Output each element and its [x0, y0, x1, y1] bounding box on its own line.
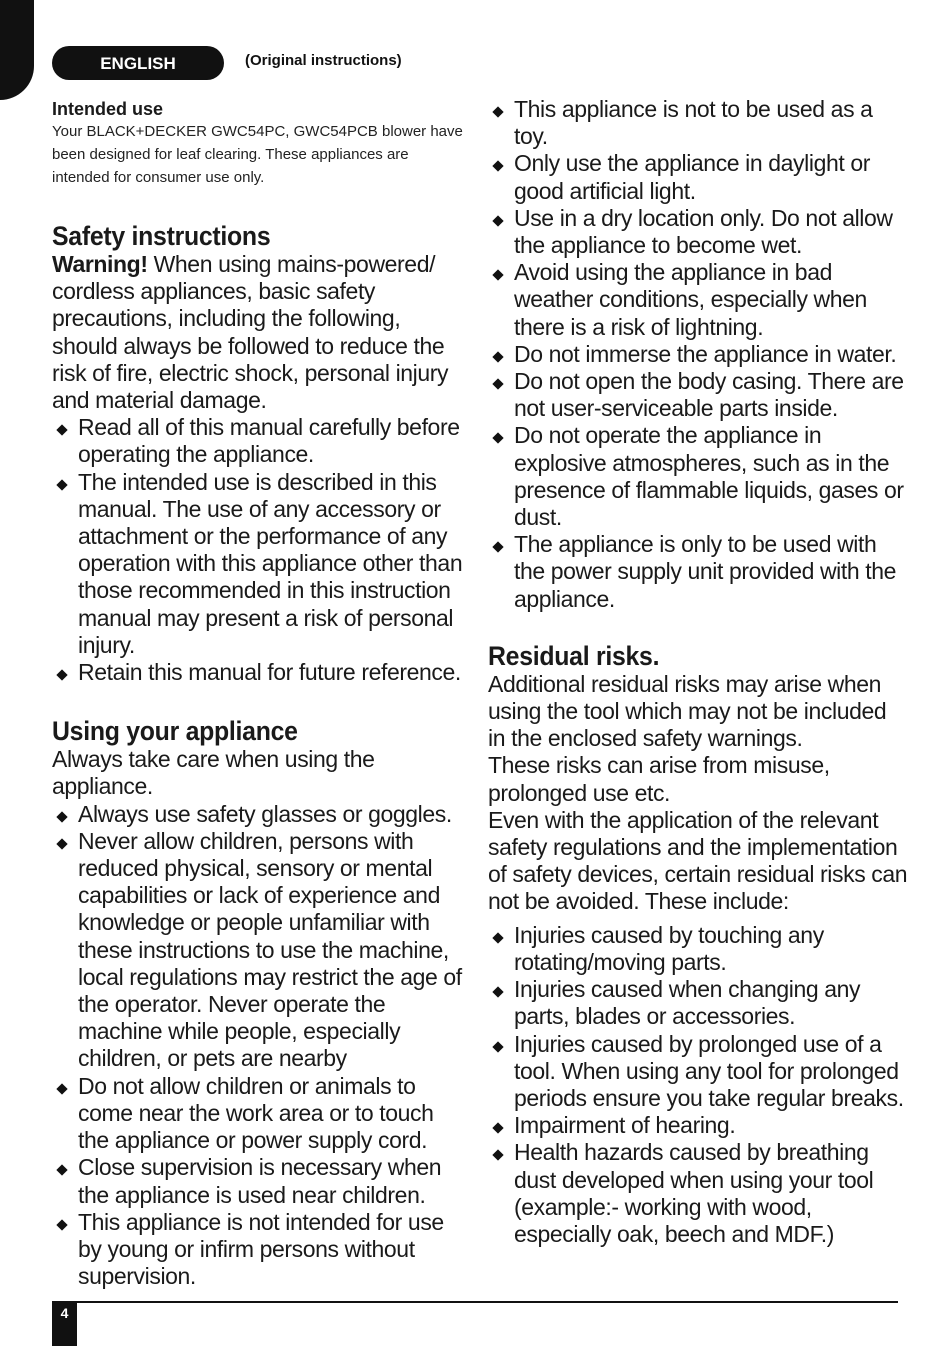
list-item: Always use safety glasses or goggles. — [52, 801, 467, 828]
diamond-bullet-icon — [492, 351, 503, 362]
using-bullet-list — [52, 801, 467, 1291]
list-item: Health hazards caused by breathing dust developed when using your tool (example:- working with wood, especially oak, beech and MDF.) — [488, 1139, 908, 1248]
footer-divider — [52, 1301, 898, 1303]
diamond-bullet-icon — [492, 215, 503, 226]
safety-warning-paragraph — [52, 251, 467, 414]
language-label: ENGLISH — [100, 54, 176, 73]
list-item: Use in a dry location only. Do not allow the appliance to become wet. — [488, 205, 908, 259]
list-item: Do not open the body casing. There are not user-serviceable parts inside. — [488, 368, 908, 422]
diamond-bullet-icon — [56, 1083, 67, 1094]
list-item: Impairment of hearing. — [488, 1112, 908, 1139]
list-item: Avoid using the appliance in bad weather conditions, especially when there is a risk of lightning. — [488, 259, 908, 341]
diamond-bullet-icon — [492, 542, 503, 553]
list-item: Do not immerse the appliance in water. — [488, 341, 908, 368]
list-item: Injuries caused by prolonged use of a tool. When using any tool for prolonged periods ensure you take regular breaks. — [488, 1031, 908, 1113]
diamond-bullet-icon — [492, 378, 503, 389]
list-item: Never allow children, persons with reduced physical, sensory or mental capabilities or lack of experience and knowledge or people unfamiliar with these instructions to use the machine, local regulations may restrict the age of the operator. Never operate the machine while people, especially children, or pets are nearby — [52, 828, 467, 1073]
list-item: Injuries caused when changing any parts, blades or accessories. — [488, 976, 908, 1030]
page-number-box — [52, 1303, 77, 1346]
diamond-bullet-icon — [492, 1122, 503, 1133]
intended-use-text: Your BLACK+DECKER GWC54PC, GWC54PCB blower have been designed for leaf clearing. These appliances are intended for consumer use only. — [52, 123, 463, 186]
diamond-bullet-icon — [492, 270, 503, 281]
diamond-bullet-icon — [56, 425, 67, 436]
residual-para-2: These risks can arise from misuse, prolonged use etc. — [488, 752, 830, 806]
residual-bullet-list — [488, 922, 908, 1248]
list-item: Retain this manual for future reference. — [52, 659, 467, 686]
page-number: 4 — [60, 1305, 69, 1321]
residual-para-3: Even with the application of the relevant safety regulations and the implementation of safety devices, certain residual risks can not be avoided. These include: — [488, 806, 908, 915]
list-item: Read all of this manual carefully before operating the appliance. — [52, 414, 467, 468]
residual-risks-heading: Residual risks. — [488, 640, 660, 671]
diamond-bullet-icon — [492, 986, 503, 997]
language-badge — [52, 46, 224, 80]
diamond-bullet-icon — [56, 1165, 67, 1176]
warning-label: Warning! — [52, 251, 148, 277]
list-item: Close supervision is necessary when the appliance is used near children. — [52, 1154, 467, 1208]
diamond-bullet-icon — [492, 433, 503, 444]
using-appliance-intro: Always take care when using the appliance. — [52, 746, 375, 800]
diamond-bullet-icon — [492, 161, 503, 172]
intended-use-heading: Intended use — [52, 99, 164, 119]
diamond-bullet-icon — [56, 669, 67, 680]
diamond-bullet-icon — [492, 106, 503, 117]
diamond-bullet-icon — [56, 838, 67, 849]
diamond-bullet-icon — [492, 1150, 503, 1161]
list-item: The intended use is described in this manual. The use of any accessory or attachment or the performance of any operation with this appliance other than those recommended in this instruction manual may present a risk of personal injury. — [52, 469, 467, 659]
diamond-bullet-icon — [56, 1219, 67, 1230]
warning-text: When using mains-powered/ cordless appliances, basic safety precautions, including the following, should always be followed to reduce the risk of fire, electric shock, personal injury and material damage. — [52, 251, 449, 414]
list-item: This appliance is not to be used as a toy. — [488, 96, 908, 150]
using-appliance-heading: Using your appliance — [52, 716, 298, 747]
safety-bullet-list — [52, 414, 467, 686]
list-item: Only use the appliance in daylight or good artificial light. — [488, 150, 908, 204]
diamond-bullet-icon — [56, 811, 67, 822]
diamond-bullet-icon — [492, 1041, 503, 1052]
list-item: This appliance is not intended for use by young or infirm persons without supervision. — [52, 1209, 467, 1291]
right-column — [488, 96, 908, 1248]
list-item: Do not operate the appliance in explosive atmospheres, such as in the presence of flammable liquids, gases or dust. — [488, 422, 908, 531]
list-item: The appliance is only to be used with the power supply unit provided with the appliance. — [488, 531, 908, 613]
general-safety-bullet-list — [488, 96, 908, 613]
safety-instructions-heading: Safety instructions — [52, 221, 271, 251]
diamond-bullet-icon — [56, 479, 67, 490]
list-item: Injuries caused by touching any rotating/moving parts. — [488, 922, 908, 976]
residual-para-1: Additional residual risks may arise when using the tool which may not be included in the enclosed safety warnings. — [488, 670, 887, 752]
original-instructions-note: (Original instructions) — [245, 52, 402, 69]
left-column — [52, 96, 467, 1290]
page-edge-tab — [0, 0, 34, 100]
diamond-bullet-icon — [492, 932, 503, 943]
list-item: Do not allow children or animals to come near the work area or to touch the appliance or power supply cord. — [52, 1073, 467, 1155]
